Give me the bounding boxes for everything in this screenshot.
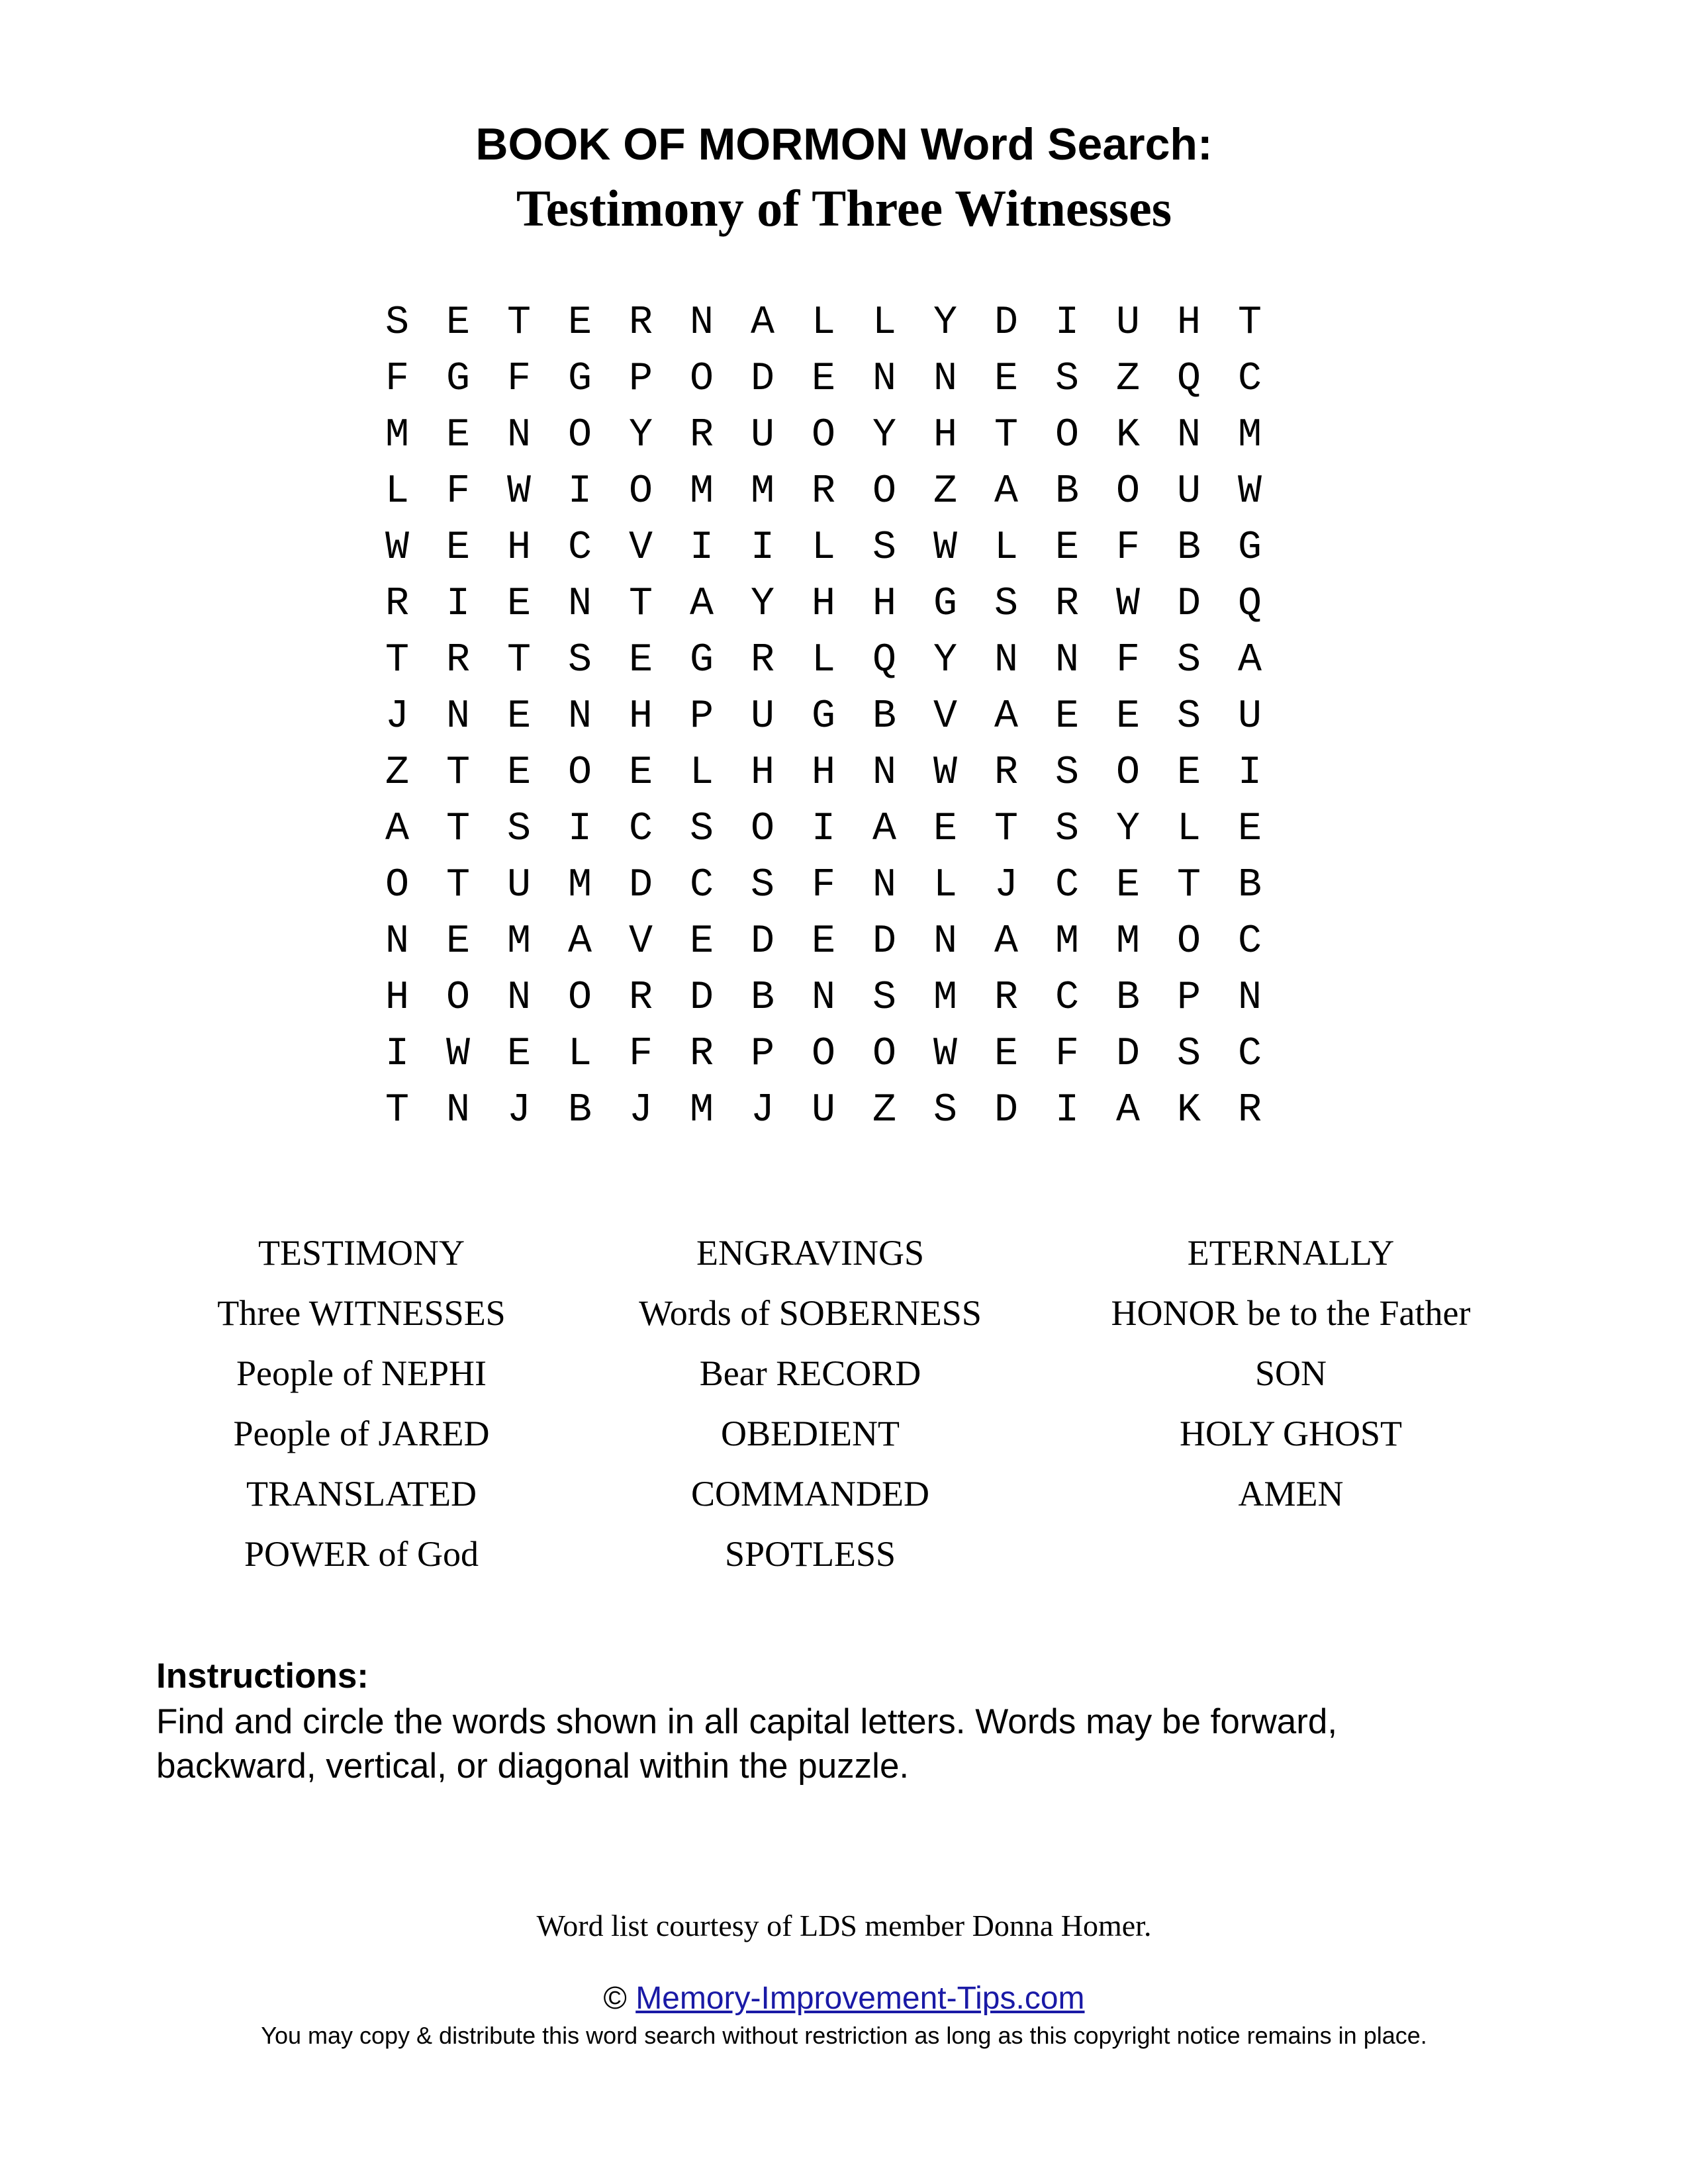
grid-letter[interactable]: G <box>812 694 836 739</box>
grid-letter[interactable]: N <box>1177 413 1201 458</box>
grid-letter[interactable]: D <box>629 863 653 908</box>
grid-letter[interactable]: I <box>751 525 775 570</box>
grid-letter[interactable]: G <box>446 357 471 402</box>
grid-letter[interactable]: M <box>690 469 714 514</box>
grid-letter[interactable]: G <box>933 582 958 627</box>
grid-letter[interactable]: Q <box>1238 582 1262 627</box>
grid-letter[interactable]: J <box>994 863 1019 908</box>
copyright-line <box>0 1979 1688 2019</box>
grid-letter[interactable]: S <box>872 976 897 1021</box>
grid-letter[interactable]: G <box>568 357 592 402</box>
copyright-notice: You may copy & distribute this word search without restriction as long as this copyright notice remains in place. <box>261 2022 1427 2049</box>
grid-letter[interactable]: D <box>994 300 1019 345</box>
grid-letter[interactable]: M <box>385 413 410 458</box>
grid-letter[interactable]: Y <box>872 413 897 458</box>
grid-letter[interactable]: N <box>568 582 592 627</box>
grid-letter[interactable]: H <box>812 751 836 796</box>
grid-letter[interactable]: I <box>1055 300 1080 345</box>
grid-letter[interactable]: Y <box>629 413 653 458</box>
grid-letter[interactable]: B <box>568 1088 592 1133</box>
instructions-line-1: Find and circle the words shown in all capital letters. Words may be forward, <box>156 1702 1338 1741</box>
grid-letter[interactable]: I <box>446 582 471 627</box>
grid-letter[interactable]: E <box>1055 525 1080 570</box>
grid-letter[interactable]: A <box>1238 638 1262 683</box>
grid-letter[interactable]: M <box>1055 919 1080 964</box>
word-list-item: SPOTLESS <box>724 1534 896 1574</box>
grid-letter[interactable]: V <box>933 694 958 739</box>
title-line-1: BOOK OF MORMON Word Search: <box>475 119 1213 169</box>
grid-letter[interactable]: H <box>872 582 897 627</box>
grid-letter[interactable]: O <box>751 807 775 852</box>
word-list-item: OBEDIENT <box>721 1414 900 1453</box>
grid-letter[interactable]: O <box>872 469 897 514</box>
grid-letter[interactable]: J <box>629 1088 653 1133</box>
grid-letter[interactable]: Y <box>933 638 958 683</box>
grid-letter[interactable]: R <box>690 1032 714 1077</box>
grid-letter[interactable]: C <box>629 807 653 852</box>
grid-letter[interactable]: C <box>568 525 592 570</box>
grid-letter[interactable]: M <box>690 1088 714 1133</box>
grid-letter[interactable]: A <box>568 919 592 964</box>
grid-letter[interactable]: R <box>629 976 653 1021</box>
grid-letter[interactable]: N <box>507 413 532 458</box>
grid-letter[interactable]: B <box>1116 976 1141 1021</box>
grid-letter[interactable]: D <box>751 919 775 964</box>
grid-letter[interactable]: L <box>812 300 836 345</box>
grid-letter[interactable]: A <box>872 807 897 852</box>
grid-letter[interactable]: A <box>994 469 1019 514</box>
grid-letter[interactable]: W <box>385 525 410 570</box>
grid-letter[interactable]: T <box>446 807 471 852</box>
grid-letter[interactable]: W <box>1238 469 1262 514</box>
grid-letter[interactable]: P <box>751 1032 775 1077</box>
grid-letter[interactable]: Q <box>1177 357 1201 402</box>
grid-letter[interactable]: T <box>446 863 471 908</box>
grid-letter[interactable]: I <box>568 807 592 852</box>
grid-letter[interactable]: U <box>507 863 532 908</box>
grid-letter[interactable]: U <box>1177 469 1201 514</box>
grid-letter[interactable]: F <box>1116 638 1141 683</box>
grid-letter[interactable]: G <box>1238 525 1262 570</box>
word-search-grid <box>385 295 1299 1139</box>
grid-letter[interactable]: W <box>1116 582 1141 627</box>
grid-letter[interactable]: T <box>446 751 471 796</box>
grid-letter[interactable]: N <box>812 976 836 1021</box>
grid-letter[interactable]: L <box>933 863 958 908</box>
word-list-column-2 <box>559 1223 1062 1584</box>
grid-letter[interactable]: T <box>507 638 532 683</box>
grid-letter[interactable]: O <box>629 469 653 514</box>
grid-letter[interactable]: Q <box>872 638 897 683</box>
grid-letter[interactable]: F <box>812 863 836 908</box>
grid-letter[interactable]: L <box>812 638 836 683</box>
grid-letter[interactable]: D <box>872 919 897 964</box>
word-list-item: POWER of God <box>244 1534 479 1574</box>
grid-letter[interactable]: L <box>568 1032 592 1077</box>
word-list-item: Bear RECORD <box>699 1353 921 1393</box>
grid-letter[interactable]: E <box>994 357 1019 402</box>
grid-letter[interactable]: A <box>994 919 1019 964</box>
word-list-item: People of NEPHI <box>236 1353 487 1393</box>
grid-letter[interactable]: T <box>1177 863 1201 908</box>
grid-letter[interactable]: N <box>872 863 897 908</box>
grid-letter[interactable]: S <box>690 807 714 852</box>
grid-letter[interactable]: L <box>690 751 714 796</box>
title-line-2: Testimony of Three Witnesses <box>516 179 1172 237</box>
grid-letter[interactable]: A <box>385 807 410 852</box>
grid-letter[interactable]: C <box>690 863 714 908</box>
grid-letter[interactable]: W <box>933 1032 958 1077</box>
grid-letter[interactable]: O <box>1055 413 1080 458</box>
grid-letter[interactable]: B <box>1177 525 1201 570</box>
grid-letter[interactable]: K <box>1177 1088 1201 1133</box>
grid-letter[interactable]: N <box>933 357 958 402</box>
grid-letter[interactable]: O <box>812 413 836 458</box>
instructions-heading: Instructions: <box>156 1657 369 1696</box>
grid-letter[interactable]: C <box>1238 919 1262 964</box>
grid-letter[interactable]: O <box>1177 919 1201 964</box>
grid-letter[interactable]: R <box>1238 1088 1262 1133</box>
grid-letter[interactable]: C <box>1238 1032 1262 1077</box>
grid-letter[interactable]: E <box>446 300 471 345</box>
grid-letter[interactable]: E <box>507 1032 532 1077</box>
grid-letter[interactable]: F <box>629 1032 653 1077</box>
grid-letter[interactable]: J <box>751 1088 775 1133</box>
grid-letter[interactable]: T <box>385 1088 410 1133</box>
grid-letter[interactable]: U <box>1116 300 1141 345</box>
grid-letter[interactable]: N <box>872 357 897 402</box>
grid-letter[interactable]: L <box>872 300 897 345</box>
grid-letter[interactable]: F <box>1116 525 1141 570</box>
grid-letter[interactable]: S <box>994 582 1019 627</box>
site-link[interactable]: Memory-Improvement-Tips.com <box>635 1981 1085 2016</box>
grid-letter[interactable]: T <box>629 582 653 627</box>
grid-letter[interactable]: S <box>872 525 897 570</box>
grid-letter[interactable]: D <box>751 357 775 402</box>
grid-letter[interactable]: A <box>1116 1088 1141 1133</box>
grid-letter[interactable]: N <box>994 638 1019 683</box>
grid-letter[interactable]: S <box>1055 357 1080 402</box>
grid-letter[interactable]: E <box>1116 694 1141 739</box>
grid-letter[interactable]: D <box>994 1088 1019 1133</box>
grid-letter[interactable]: F <box>446 469 471 514</box>
grid-letter[interactable]: V <box>629 919 653 964</box>
grid-letter[interactable]: R <box>994 976 1019 1021</box>
grid-letter[interactable]: S <box>1177 694 1201 739</box>
word-list-item: People of JARED <box>233 1414 490 1453</box>
grid-letter[interactable]: N <box>933 919 958 964</box>
grid-letter[interactable]: S <box>1177 1032 1201 1077</box>
grid-letter[interactable]: O <box>568 751 592 796</box>
grid-letter[interactable]: E <box>812 357 836 402</box>
grid-letter[interactable]: I <box>1238 751 1262 796</box>
grid-letter[interactable]: S <box>1177 638 1201 683</box>
word-list-item: AMEN <box>1238 1474 1344 1514</box>
grid-letter[interactable]: C <box>1055 976 1080 1021</box>
grid-letter[interactable]: K <box>1116 413 1141 458</box>
grid-letter[interactable]: U <box>1238 694 1262 739</box>
word-list-column-1 <box>110 1223 613 1584</box>
word-list-item: ETERNALLY <box>1187 1233 1395 1273</box>
word-list-item: COMMANDED <box>690 1474 930 1514</box>
grid-letter[interactable]: J <box>507 1088 532 1133</box>
grid-letter[interactable]: E <box>507 751 532 796</box>
grid-letter[interactable]: O <box>872 1032 897 1077</box>
instructions-text <box>156 1700 1546 1788</box>
grid-letter[interactable]: Y <box>751 582 775 627</box>
grid-letter[interactable]: S <box>568 638 592 683</box>
grid-letter[interactable]: E <box>994 1032 1019 1077</box>
grid-letter[interactable]: S <box>1055 807 1080 852</box>
grid-letter[interactable]: H <box>385 976 410 1021</box>
grid-letter[interactable]: S <box>1055 751 1080 796</box>
grid-letter[interactable]: B <box>751 976 775 1021</box>
word-list-item: Three WITNESSES <box>217 1293 506 1333</box>
grid-letter[interactable]: S <box>385 300 410 345</box>
grid-letter[interactable]: B <box>1055 469 1080 514</box>
grid-letter[interactable]: F <box>385 357 410 402</box>
grid-letter[interactable]: L <box>1177 807 1201 852</box>
grid-letter[interactable]: E <box>446 525 471 570</box>
grid-letter[interactable]: H <box>933 413 958 458</box>
grid-letter[interactable]: N <box>385 919 410 964</box>
word-list-item: TRANSLATED <box>246 1474 477 1514</box>
grid-letter[interactable]: H <box>1177 300 1201 345</box>
grid-letter[interactable]: R <box>994 751 1019 796</box>
grid-letter[interactable]: E <box>568 300 592 345</box>
grid-letter[interactable]: H <box>507 525 532 570</box>
grid-letter[interactable]: H <box>629 694 653 739</box>
grid-letter[interactable]: T <box>994 807 1019 852</box>
grid-letter[interactable]: P <box>1177 976 1201 1021</box>
grid-letter[interactable]: G <box>690 638 714 683</box>
grid-letter[interactable]: M <box>1116 919 1141 964</box>
word-list-item: Words of SOBERNESS <box>639 1293 982 1333</box>
grid-letter[interactable]: F <box>507 357 532 402</box>
grid-letter[interactable]: M <box>933 976 958 1021</box>
grid-letter[interactable]: E <box>933 807 958 852</box>
grid-letter[interactable]: R <box>690 413 714 458</box>
copyright-symbol: © <box>603 1981 627 2016</box>
grid-letter[interactable]: Y <box>1116 807 1141 852</box>
grid-letter[interactable]: E <box>1055 694 1080 739</box>
grid-letter[interactable]: N <box>1055 638 1080 683</box>
grid-letter[interactable]: O <box>1116 469 1141 514</box>
grid-letter[interactable]: O <box>385 863 410 908</box>
grid-letter[interactable]: D <box>1116 1032 1141 1077</box>
grid-letter[interactable]: F <box>1055 1032 1080 1077</box>
grid-letter[interactable]: L <box>385 469 410 514</box>
grid-letter[interactable]: P <box>629 357 653 402</box>
grid-letter[interactable]: T <box>507 300 532 345</box>
grid-letter[interactable]: J <box>385 694 410 739</box>
grid-letter[interactable]: Z <box>933 469 958 514</box>
grid-letter[interactable]: R <box>812 469 836 514</box>
grid-letter[interactable]: B <box>1238 863 1262 908</box>
grid-letter[interactable]: L <box>812 525 836 570</box>
grid-letter[interactable]: I <box>1055 1088 1080 1133</box>
grid-letter[interactable]: I <box>690 525 714 570</box>
grid-letter[interactable]: N <box>568 694 592 739</box>
grid-letter[interactable]: C <box>1055 863 1080 908</box>
grid-letter[interactable]: D <box>1177 582 1201 627</box>
word-list-item: HONOR be to the Father <box>1111 1293 1471 1333</box>
grid-letter[interactable]: H <box>812 582 836 627</box>
grid-letter[interactable]: C <box>1238 357 1262 402</box>
grid-letter[interactable]: A <box>994 694 1019 739</box>
grid-letter[interactable]: W <box>933 525 958 570</box>
grid-letter[interactable]: E <box>446 413 471 458</box>
grid-letter[interactable]: I <box>385 1032 410 1077</box>
grid-letter[interactable]: N <box>446 1088 471 1133</box>
grid-letter[interactable]: T <box>1238 300 1262 345</box>
grid-letter[interactable]: R <box>1055 582 1080 627</box>
grid-letter[interactable]: P <box>690 694 714 739</box>
grid-letter[interactable]: T <box>385 638 410 683</box>
grid-letter[interactable]: E <box>507 582 532 627</box>
grid-letter[interactable]: N <box>507 976 532 1021</box>
grid-letter[interactable]: O <box>568 976 592 1021</box>
grid-letter[interactable]: E <box>629 751 653 796</box>
grid-letter[interactable]: U <box>751 413 775 458</box>
grid-letter[interactable]: Z <box>385 751 410 796</box>
grid-letter[interactable]: E <box>1177 751 1201 796</box>
grid-letter[interactable]: T <box>994 413 1019 458</box>
grid-letter[interactable]: O <box>568 413 592 458</box>
grid-letter[interactable]: W <box>446 1032 471 1077</box>
grid-letter[interactable]: W <box>507 469 532 514</box>
grid-letter[interactable]: L <box>994 525 1019 570</box>
grid-letter[interactable]: E <box>1238 807 1262 852</box>
grid-letter[interactable]: M <box>751 469 775 514</box>
grid-letter[interactable]: Z <box>1116 357 1141 402</box>
grid-letter[interactable]: R <box>385 582 410 627</box>
grid-letter[interactable]: R <box>446 638 471 683</box>
grid-letter[interactable]: E <box>690 919 714 964</box>
grid-letter[interactable]: M <box>507 919 532 964</box>
grid-letter[interactable]: E <box>629 638 653 683</box>
grid-letter[interactable]: U <box>751 694 775 739</box>
grid-letter[interactable]: B <box>872 694 897 739</box>
grid-letter[interactable]: R <box>751 638 775 683</box>
grid-letter[interactable]: N <box>872 751 897 796</box>
word-list-item: SON <box>1254 1353 1327 1393</box>
grid-letter[interactable]: N <box>690 300 714 345</box>
grid-letter[interactable]: A <box>751 300 775 345</box>
grid-letter[interactable]: N <box>1238 976 1262 1021</box>
grid-letter[interactable]: R <box>629 300 653 345</box>
word-list-credit: Word list courtesy of LDS member Donna Homer. <box>536 1909 1152 1942</box>
grid-letter[interactable]: E <box>507 694 532 739</box>
grid-letter[interactable]: A <box>690 582 714 627</box>
grid-letter[interactable]: Z <box>872 1088 897 1133</box>
grid-letter[interactable]: E <box>812 919 836 964</box>
grid-letter[interactable]: Y <box>933 300 958 345</box>
word-list-column-3 <box>1039 1223 1542 1524</box>
grid-letter[interactable]: E <box>446 919 471 964</box>
grid-letter[interactable]: S <box>507 807 532 852</box>
grid-letter[interactable]: H <box>751 751 775 796</box>
grid-letter[interactable]: O <box>690 357 714 402</box>
word-list-item: ENGRAVINGS <box>696 1233 925 1273</box>
grid-letter[interactable]: O <box>1116 751 1141 796</box>
word-list-item: TESTIMONY <box>258 1233 465 1273</box>
instructions-line-2: backward, vertical, or diagonal within the puzzle. <box>156 1747 910 1786</box>
grid-letter[interactable]: E <box>1116 863 1141 908</box>
grid-letter[interactable]: D <box>690 976 714 1021</box>
word-list-item: HOLY GHOST <box>1179 1414 1403 1453</box>
grid-letter[interactable]: M <box>568 863 592 908</box>
grid-letter[interactable]: I <box>812 807 836 852</box>
grid-letter[interactable]: S <box>933 1088 958 1133</box>
grid-letter[interactable]: W <box>933 751 958 796</box>
grid-letter[interactable]: V <box>629 525 653 570</box>
grid-letter[interactable]: U <box>812 1088 836 1133</box>
grid-letter[interactable]: O <box>812 1032 836 1077</box>
grid-letter[interactable]: O <box>446 976 471 1021</box>
grid-letter[interactable]: I <box>568 469 592 514</box>
grid-letter[interactable]: M <box>1238 413 1262 458</box>
grid-letter[interactable]: N <box>446 694 471 739</box>
grid-letter[interactable]: S <box>751 863 775 908</box>
